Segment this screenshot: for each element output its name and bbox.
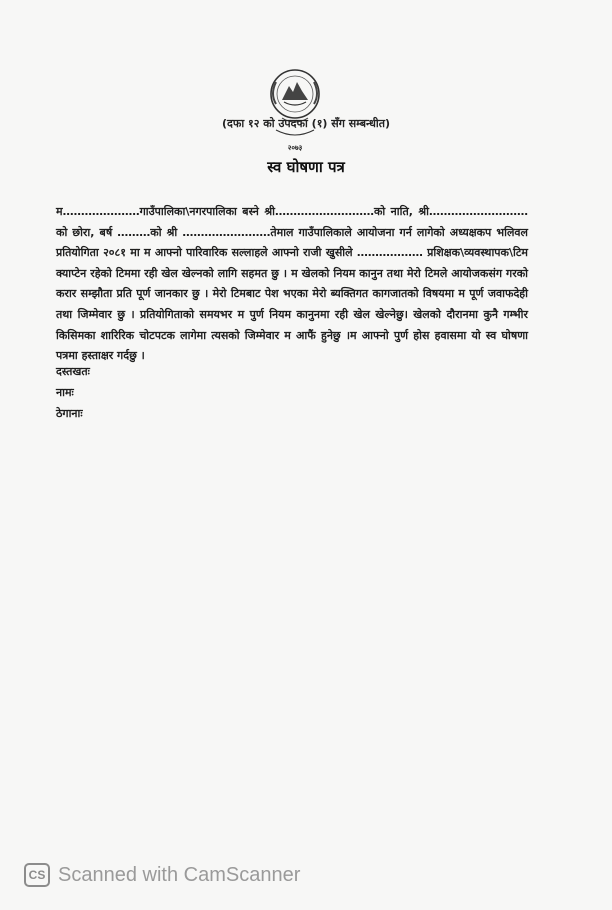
municipality-seal bbox=[262, 64, 328, 156]
page-title: स्व घोषणा पत्र bbox=[267, 158, 345, 176]
watermark-text: Scanned with CamScanner bbox=[58, 863, 301, 886]
camscanner-logo-icon: CS bbox=[24, 863, 50, 887]
address-label: ठेगानाः bbox=[56, 407, 83, 420]
name-label: नामः bbox=[56, 386, 74, 399]
signature-label: दस्तखतः bbox=[56, 365, 90, 378]
seal-year: २०७३ bbox=[287, 144, 303, 152]
seal-emblem-icon bbox=[262, 64, 328, 156]
header-note: (दफा १२ को उपदफा (१) सँग सम्बन्धीत) bbox=[221, 117, 390, 130]
declaration-body: म…………………गाउँपालिका\नगरपालिका बस्ने श्री………………………को नाति, श्री………………………को छोरा, बर्ष ………को श्री ……………………तेमाल गाउँपालिकाले आयोजना गर्न लागेको अध्यक्षकप भलिवल प्रतियोगिता २०८१ मा म आफ्नो पारिवारिक सल्लाहले आफ्नो राजी खुसीले ……………… प्रशिक्षक\व्यवस्थापक\टिम क्याप्टेन रहेको टिममा रही खेल खेल्नको लागि सहमत छु । म खेलको नियम कानुन तथा मेरो टिमले आयोजकसंग गरको करार सम्झौता प्रति पूर्ण जानकार छु । मेरो टिमबाट पेश भएका मेरो ब्यक्तिगत कागजातको विषयमा म पूर्ण जवाफदेही तथा जिम्मेवार छु । प्रतियोगिताको समयभर म पुर्ण नियम कानुनमा रही खेल खेल्नेछु। खेलको दौरानमा कुनै गम्भीर किसिमका शारिरिक चोटपटक लागेमा त्यसको जिम्मेवार म आफैं हुनेछु ।म आफ्नो पुर्ण होस हवासमा यो स्व घोषणा पत्रमा हस्ताक्षर गर्दछु । bbox=[56, 205, 528, 363]
camscanner-watermark bbox=[24, 860, 300, 890]
